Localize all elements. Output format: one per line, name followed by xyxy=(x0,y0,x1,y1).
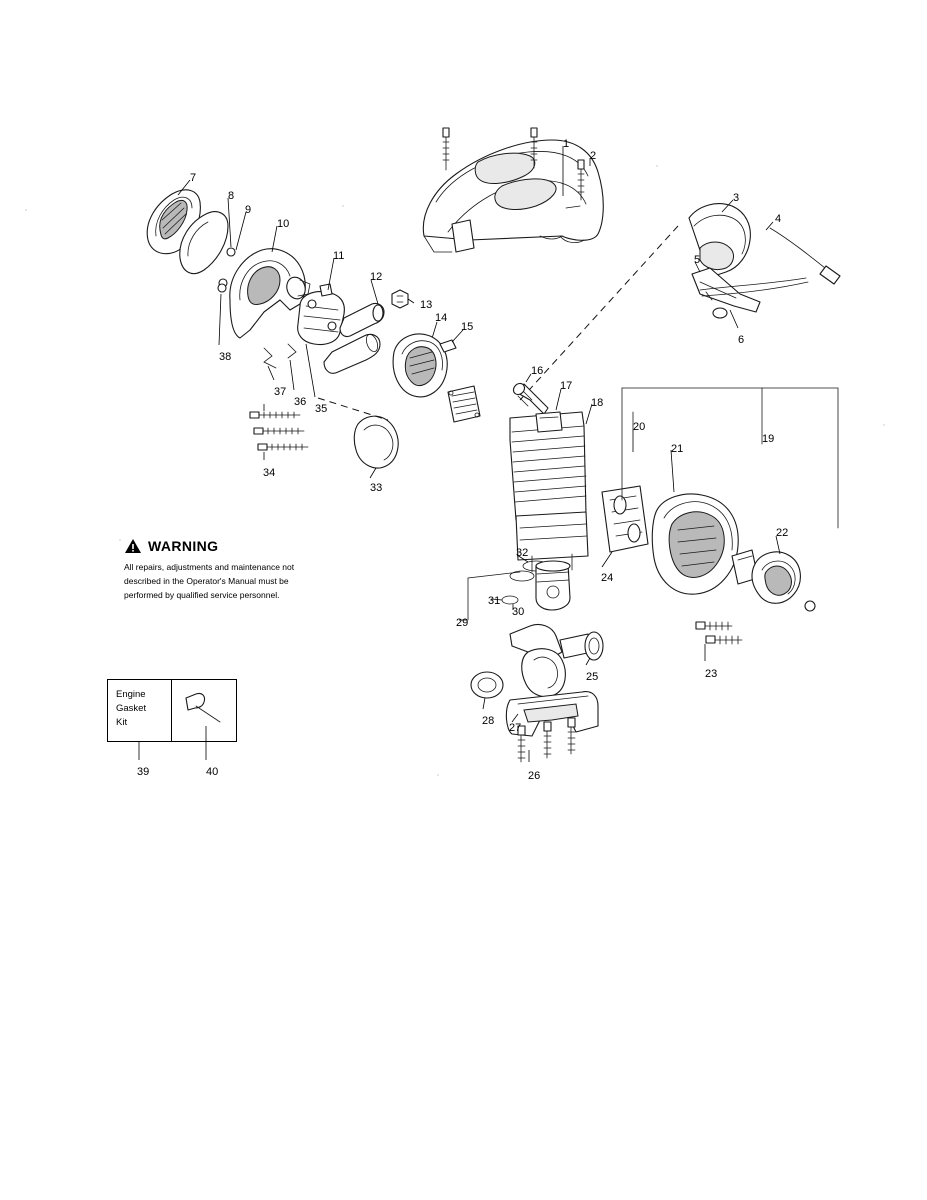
tool-box xyxy=(172,679,237,742)
callout-number-34: 34 xyxy=(263,467,276,479)
callout-number-3: 3 xyxy=(733,192,740,204)
callout-number-19: 19 xyxy=(762,433,775,445)
callout-number-4: 4 xyxy=(775,213,782,225)
callout-number-1: 1 xyxy=(563,138,570,150)
callout-number-21: 21 xyxy=(671,443,684,455)
callout-number-6: 6 xyxy=(738,334,745,346)
callout-number-7: 7 xyxy=(190,172,197,184)
part-intake-boot xyxy=(340,280,384,337)
engine-gasket-kit-box xyxy=(107,679,172,742)
callout-number-28: 28 xyxy=(482,715,495,727)
part-muffler-cover xyxy=(752,536,815,611)
callout-number-11: 11 xyxy=(333,250,345,262)
engine-gasket-kit-label xyxy=(108,680,171,729)
part-handle-brake xyxy=(689,200,840,328)
callout-number-22: 22 xyxy=(776,527,789,539)
callout-number-20: 20 xyxy=(633,421,646,433)
part-handle-bracket xyxy=(393,330,463,397)
callout-number-12: 12 xyxy=(370,271,383,283)
part-nut-13 xyxy=(392,290,414,308)
kit-line-2: Gasket xyxy=(116,702,147,714)
part-bearing xyxy=(471,672,503,709)
callout-number-31: 31 xyxy=(488,595,501,607)
part-muffler-gasket xyxy=(602,486,648,567)
callout-number-16: 16 xyxy=(531,365,544,377)
callout-number-18: 18 xyxy=(591,397,604,409)
callout-number-30: 30 xyxy=(512,606,525,618)
part-bracket-plate xyxy=(448,386,480,422)
assembly-guide-line xyxy=(520,226,678,400)
callout-number-32: 32 xyxy=(516,547,529,559)
assembly-guide-line-2 xyxy=(318,398,388,420)
callout-number-8: 8 xyxy=(228,190,235,202)
warning-header xyxy=(124,538,324,554)
kit-line-3: Kit xyxy=(116,716,128,728)
callout-number-33: 33 xyxy=(370,482,383,494)
kit-line-1: Engine xyxy=(116,689,146,700)
callout-number-29: 29 xyxy=(456,617,469,629)
callout-number-26: 26 xyxy=(528,770,541,782)
callout-number-17: 17 xyxy=(560,380,573,392)
part-spark-plug xyxy=(511,374,548,414)
callout-number-2: 2 xyxy=(590,150,597,162)
callout-number-36: 36 xyxy=(294,396,307,408)
callout-number-25: 25 xyxy=(586,671,599,683)
warning-text: All repairs, adjustments and maintenance not described in the Operator's Manual must be performed by qualified service personnel. xyxy=(124,562,295,601)
screw-top-1 xyxy=(443,128,449,170)
callout-number-38: 38 xyxy=(219,351,232,363)
callout-number-24: 24 xyxy=(601,572,614,584)
part-cylinder xyxy=(510,389,592,572)
part-outline-brackets xyxy=(622,388,838,528)
callout-number-13: 13 xyxy=(420,299,433,311)
callout-number-39: 39 xyxy=(137,766,150,778)
callout-number-40: 40 xyxy=(206,766,219,778)
callout-number-14: 14 xyxy=(435,312,448,324)
callout-number-37: 37 xyxy=(274,386,287,398)
callout-number-9: 9 xyxy=(245,204,252,216)
callout-number-27: 27 xyxy=(509,722,522,734)
part-top-cover xyxy=(423,128,603,252)
part-clutch-ring xyxy=(354,416,398,478)
warning-title: WARNING xyxy=(148,538,219,554)
callout-number-15: 15 xyxy=(461,321,474,333)
part-carburetor xyxy=(298,258,345,345)
part-muffler xyxy=(652,450,758,594)
warning-triangle-icon xyxy=(124,538,142,554)
part-muffler-screws xyxy=(696,622,742,661)
callout-number-10: 10 xyxy=(277,218,290,230)
callout-number-5: 5 xyxy=(694,254,701,266)
part-screws-34 xyxy=(250,404,308,460)
warning-block xyxy=(124,538,324,602)
callout-number-23: 23 xyxy=(705,668,718,680)
callout-number-35: 35 xyxy=(315,403,328,415)
part-crankshaft xyxy=(510,624,603,696)
